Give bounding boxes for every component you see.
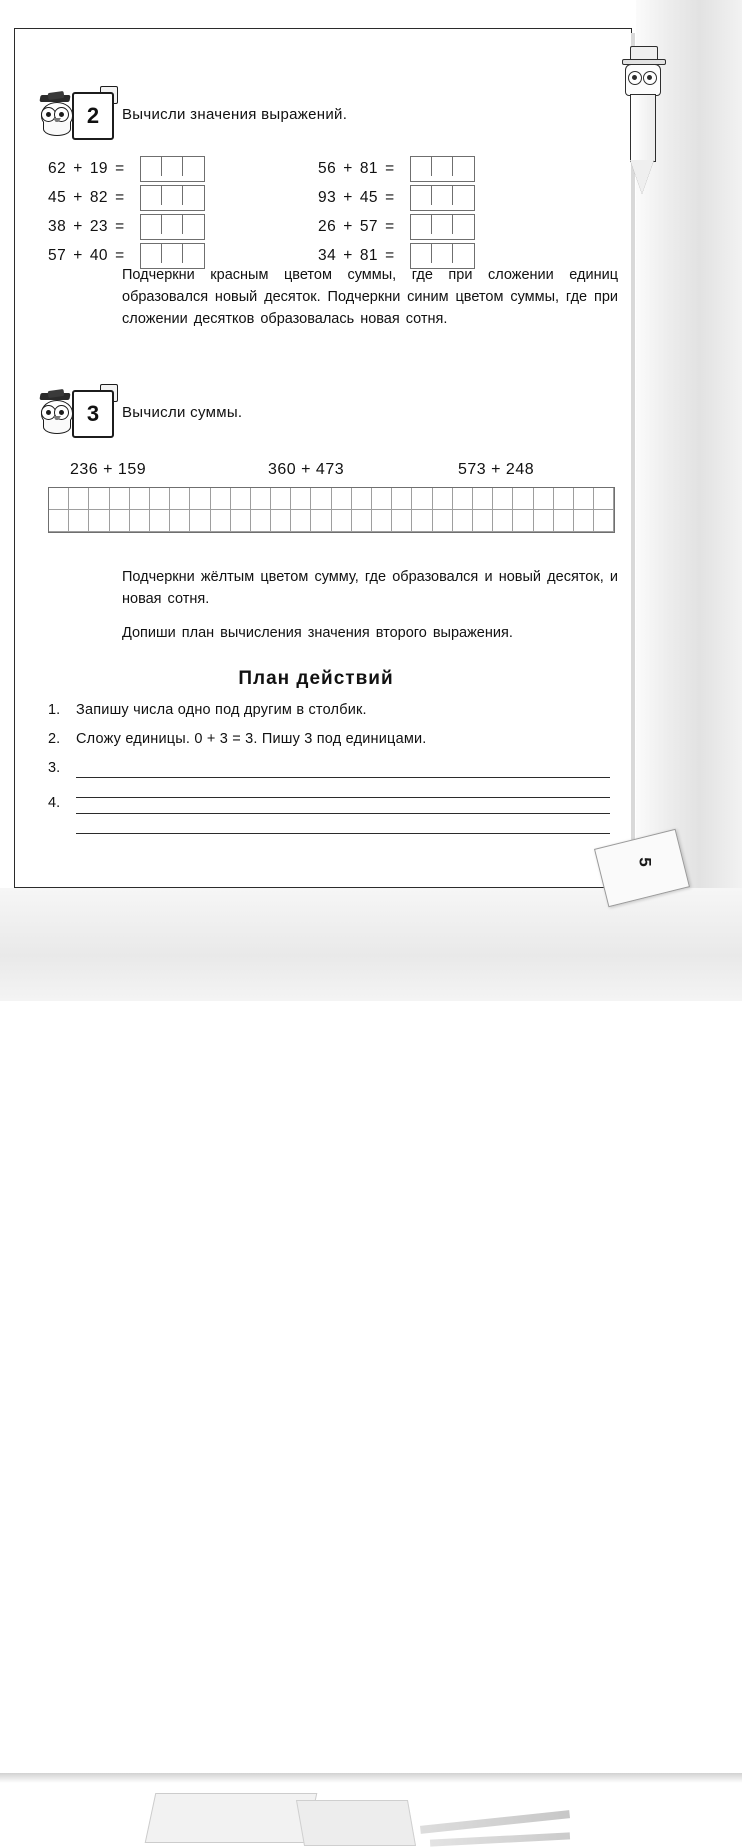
- sum-expression-3: 573 + 248: [458, 461, 535, 478]
- mascot-body: [630, 94, 656, 162]
- operand-b: 19: [89, 160, 109, 178]
- answer-cell[interactable]: [141, 157, 162, 176]
- answer-grid[interactable]: [48, 487, 615, 533]
- operand-b: 81: [359, 247, 379, 265]
- answer-cell[interactable]: [183, 157, 204, 176]
- grid-cell[interactable]: [433, 488, 453, 510]
- grid-cell[interactable]: [291, 510, 311, 532]
- grid-cell[interactable]: [412, 488, 432, 510]
- owl-body: [43, 420, 71, 434]
- grid-cell[interactable]: [473, 488, 493, 510]
- operand-a: 45: [48, 189, 67, 207]
- grid-cell[interactable]: [311, 488, 331, 510]
- task-number-2: 2: [72, 92, 114, 140]
- grid-cell[interactable]: [291, 488, 311, 510]
- pencil-mascot-icon: [616, 46, 672, 206]
- book-decoration-2: [296, 1800, 416, 1846]
- answer-cell[interactable]: [141, 186, 162, 205]
- grid-cell[interactable]: [170, 488, 190, 510]
- grid-cell[interactable]: [190, 510, 210, 532]
- operand-b: 82: [89, 189, 109, 207]
- equals-sign: =: [115, 247, 125, 265]
- operand-a: 34: [318, 247, 337, 265]
- equals-sign: =: [385, 247, 395, 265]
- grid-cell[interactable]: [352, 510, 372, 532]
- answer-cell[interactable]: [162, 244, 183, 263]
- grid-cell[interactable]: [190, 488, 210, 510]
- expression-row: [48, 156, 205, 182]
- grid-cell[interactable]: [453, 510, 473, 532]
- answer-cell[interactable]: [432, 186, 453, 205]
- answer-cell[interactable]: [183, 186, 204, 205]
- grid-cell[interactable]: [211, 510, 231, 532]
- plan-write-line[interactable]: [76, 833, 610, 834]
- page-number: 5: [635, 857, 655, 867]
- answer-cell[interactable]: [411, 215, 432, 234]
- answer-cell[interactable]: [453, 215, 474, 234]
- operator: +: [73, 160, 83, 178]
- task-3-instruction-1: Подчеркни жёлтым цветом сумму, где образовался и новый десяток, и новая сотня.: [122, 569, 618, 607]
- operator: +: [343, 247, 353, 265]
- grid-cell[interactable]: [130, 510, 150, 532]
- grid-cell[interactable]: [574, 510, 594, 532]
- grid-cell[interactable]: [170, 510, 190, 532]
- grid-cell[interactable]: [271, 510, 291, 532]
- operand-a: 93: [318, 189, 337, 207]
- plan-item-number: 4.: [48, 795, 61, 811]
- equals-sign: =: [115, 160, 125, 178]
- equals-sign: =: [385, 160, 395, 178]
- grid-cell[interactable]: [493, 488, 513, 510]
- answer-cell[interactable]: [141, 244, 162, 263]
- desk-pencil-1: [420, 1810, 570, 1834]
- grid-cell[interactable]: [130, 488, 150, 510]
- answer-cell[interactable]: [411, 244, 432, 263]
- grid-cell[interactable]: [372, 488, 392, 510]
- equals-sign: =: [115, 189, 125, 207]
- operand-b: 57: [359, 218, 379, 236]
- operand-b: 40: [89, 247, 109, 265]
- grid-cell[interactable]: [332, 510, 352, 532]
- mascot-pencil-tip: [630, 160, 654, 194]
- grid-cell[interactable]: [453, 488, 473, 510]
- expression-row: [318, 185, 475, 211]
- mascot-eye-left: [628, 71, 642, 85]
- grid-cell[interactable]: [574, 488, 594, 510]
- grid-cell[interactable]: [110, 488, 130, 510]
- operand-b: 45: [359, 189, 379, 207]
- answer-cell[interactable]: [141, 215, 162, 234]
- operand-a: 62: [48, 160, 67, 178]
- grid-cell[interactable]: [332, 488, 352, 510]
- grid-cell[interactable]: [69, 510, 89, 532]
- operator: +: [73, 247, 83, 265]
- grid-cell[interactable]: [352, 488, 372, 510]
- operator: +: [73, 218, 83, 236]
- grid-cell[interactable]: [231, 488, 251, 510]
- answer-cell[interactable]: [432, 244, 453, 263]
- answer-cell[interactable]: [453, 157, 474, 176]
- grid-cell[interactable]: [392, 510, 412, 532]
- grid-cell[interactable]: [392, 488, 412, 510]
- task-badge-2: [34, 92, 126, 138]
- grid-cell[interactable]: [150, 510, 170, 532]
- operand-a: 26: [318, 218, 337, 236]
- plan-item-number: 1.: [48, 702, 61, 718]
- operator: +: [73, 189, 83, 207]
- expression-row: [48, 185, 205, 211]
- answer-cell[interactable]: [411, 157, 432, 176]
- plan-item-text: Сложу единицы. 0 + 3 = 3. Пишу 3 под единицами.: [76, 731, 427, 747]
- desk-decoration-bottom: [0, 888, 742, 1001]
- sum-expression-2: 360 + 473: [268, 461, 345, 478]
- answer-cell[interactable]: [453, 244, 474, 263]
- page-shadow: [0, 1773, 742, 1783]
- operator: +: [343, 189, 353, 207]
- grid-cell[interactable]: [534, 488, 554, 510]
- desk-pencil-2: [430, 1832, 570, 1846]
- grid-cell[interactable]: [251, 510, 271, 532]
- grid-cell[interactable]: [69, 488, 89, 510]
- answer-box[interactable]: [410, 185, 475, 211]
- grid-cell[interactable]: [554, 510, 574, 532]
- grid-cell[interactable]: [150, 488, 170, 510]
- expression-row: [318, 156, 475, 182]
- grid-cell[interactable]: [412, 510, 432, 532]
- grid-cell[interactable]: [271, 488, 291, 510]
- mascot-eye-right: [643, 71, 657, 85]
- grid-cell[interactable]: [473, 510, 493, 532]
- operand-b: 81: [359, 160, 379, 178]
- answer-cell[interactable]: [162, 215, 183, 234]
- grid-cell[interactable]: [513, 488, 533, 510]
- grid-cell[interactable]: [89, 488, 109, 510]
- answer-cell[interactable]: [162, 157, 183, 176]
- book-decoration-1: [145, 1793, 318, 1843]
- plan-write-line[interactable]: [76, 777, 610, 778]
- answer-cell[interactable]: [432, 157, 453, 176]
- operand-a: 56: [318, 160, 337, 178]
- grid-cell[interactable]: [49, 510, 69, 532]
- answer-box[interactable]: [140, 156, 205, 182]
- grid-cell[interactable]: [231, 510, 251, 532]
- answer-cell[interactable]: [183, 244, 204, 263]
- operand-a: 57: [48, 247, 67, 265]
- equals-sign: =: [385, 218, 395, 236]
- grid-cell[interactable]: [594, 510, 614, 532]
- grid-cell[interactable]: [311, 510, 331, 532]
- task-number-3: 3: [72, 390, 114, 438]
- task-3-instruction-2: Допиши план вычисления значения второго выражения.: [122, 625, 513, 641]
- plan-heading: План действий: [238, 668, 394, 689]
- equals-sign: =: [115, 218, 125, 236]
- answer-box[interactable]: [410, 214, 475, 240]
- operand-a: 38: [48, 218, 67, 236]
- task-badge-3: [34, 390, 126, 436]
- task-3-title: Вычисли суммы.: [122, 404, 243, 421]
- grid-cell[interactable]: [110, 510, 130, 532]
- plan-write-line[interactable]: [76, 797, 610, 798]
- sum-expression-1: 236 + 159: [70, 461, 147, 478]
- operand-b: 23: [89, 218, 109, 236]
- answer-cell[interactable]: [453, 186, 474, 205]
- operator: +: [343, 218, 353, 236]
- grid-cell[interactable]: [594, 488, 614, 510]
- answer-box[interactable]: [140, 185, 205, 211]
- answer-box[interactable]: [410, 156, 475, 182]
- task-2-instruction: Подчеркни красным цветом суммы, где при сложении единиц образовался новый десяток. Подчеркни синим цветом суммы, где при сложении десятков образовалась новая сотня.: [122, 267, 618, 327]
- plan-write-line[interactable]: [76, 813, 610, 814]
- plan-item-text: Запишу числа одно под другим в столбик.: [76, 702, 367, 718]
- grid-cell[interactable]: [211, 488, 231, 510]
- grid-cell[interactable]: [433, 510, 453, 532]
- answer-cell[interactable]: [411, 186, 432, 205]
- answer-box[interactable]: [140, 214, 205, 240]
- plan-item-number: 2.: [48, 731, 61, 747]
- expression-row: [318, 214, 475, 240]
- plan-item-number: 3.: [48, 760, 61, 776]
- operator: +: [343, 160, 353, 178]
- answer-cell[interactable]: [432, 215, 453, 234]
- grid-cell[interactable]: [89, 510, 109, 532]
- grid-cell[interactable]: [49, 488, 69, 510]
- grid-cell[interactable]: [513, 510, 533, 532]
- task-2-title: Вычисли значения выражений.: [122, 106, 348, 123]
- grid-cell[interactable]: [534, 510, 554, 532]
- answer-cell[interactable]: [162, 186, 183, 205]
- grid-cell[interactable]: [493, 510, 513, 532]
- equals-sign: =: [385, 189, 395, 207]
- answer-cell[interactable]: [183, 215, 204, 234]
- grid-cell[interactable]: [251, 488, 271, 510]
- grid-cell[interactable]: [554, 488, 574, 510]
- grid-cell[interactable]: [372, 510, 392, 532]
- owl-body: [43, 122, 71, 136]
- expression-row: [48, 214, 205, 240]
